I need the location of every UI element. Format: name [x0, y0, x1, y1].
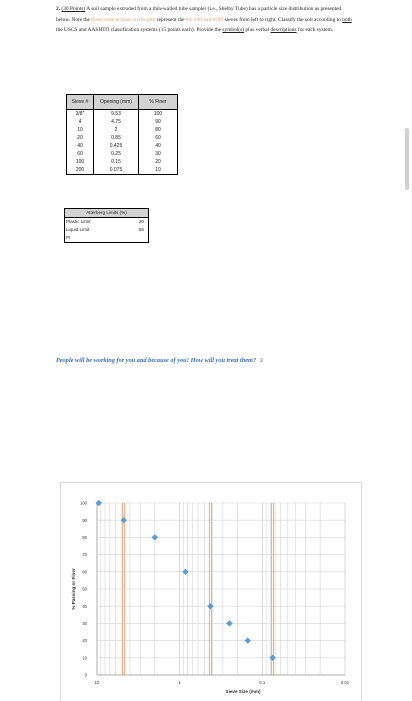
finer-cell: 40: [155, 143, 161, 149]
opening-cell: 0.25: [94, 150, 139, 158]
opening-cell: 0.85: [94, 134, 139, 142]
chart-svg: [61, 483, 361, 701]
x-tick-label: 0.01: [340, 680, 350, 685]
atterberg-value: 20: [138, 219, 144, 224]
opening-cell: 2: [94, 126, 139, 134]
finer-cell: 100: [153, 111, 163, 117]
scrollbar[interactable]: [405, 128, 409, 190]
finer-cell: 10: [155, 167, 161, 173]
header-opening: Opening (mm): [94, 95, 139, 110]
grain-size-chart: [60, 482, 362, 701]
x-tick-label: 1: [178, 680, 181, 685]
motto: [56, 357, 263, 364]
question-text: [56, 4, 356, 36]
y-tick-label: 30: [82, 621, 87, 626]
sieve-table-header: [67, 95, 178, 110]
question-part-5: the USCS and AASHTO classification systems (15 points each). Provide the: [56, 27, 223, 33]
atterberg-label: PI: [66, 235, 71, 240]
finer-cell: 20: [155, 159, 161, 165]
atterberg-row: [65, 218, 149, 227]
finer-cell: 30: [155, 151, 161, 157]
question-part-3: represent the: [155, 16, 186, 23]
symbols-word: symbol(s): [222, 27, 244, 33]
opening-cell: 0.075: [94, 166, 139, 175]
atterberg-table: [64, 208, 149, 243]
sieve-row: [67, 142, 178, 150]
y-tick-label: 90: [82, 517, 87, 523]
y-tick-label: 60: [82, 569, 87, 575]
y-tick-label: 0: [84, 672, 87, 678]
sieve-row: [67, 166, 178, 175]
sieve-table: [66, 94, 178, 175]
sieve-row: [67, 110, 178, 119]
question-part-2: on the plot: [131, 16, 156, 23]
highlight-sieves: #4, #40 and #200: [185, 16, 224, 23]
y-axis-label: % Passing or Finer: [71, 568, 76, 610]
atterberg-title: Atterberg Limits (%): [65, 209, 149, 218]
atterberg-value: 55: [138, 227, 144, 232]
y-tick-label: 100: [80, 500, 87, 506]
question-part-4: sieves from left to right. Classify the soil according to: [223, 16, 343, 23]
opening-cell: 9.53: [94, 110, 139, 119]
atterberg-row: [65, 234, 149, 243]
y-tick-label: 40: [82, 603, 87, 609]
sieve-number-cell: 4: [67, 118, 94, 126]
question-part-1: A soil sample extruded from a thin-walled tube sampler (i.e., Shelby Tube) has a particle size distribution as presented below. Note the: [56, 6, 342, 23]
sieve-row: [67, 158, 178, 166]
descriptions-word: descriptions: [270, 27, 297, 33]
opening-cell: 0.425: [94, 142, 139, 150]
y-tick-label: 80: [82, 535, 87, 540]
sieve-number-cell: 60: [67, 150, 94, 158]
question-part-7: for each system.: [296, 27, 334, 33]
header-sieve: Sieve #: [67, 95, 94, 110]
data-point: [152, 534, 158, 540]
x-axis-label: Sieve Size (mm): [225, 689, 261, 694]
sieve-row: [67, 134, 178, 142]
header-finer: % Finer: [139, 95, 178, 110]
sieve-number-cell: 20: [67, 134, 94, 142]
y-tick-label: 20: [82, 638, 87, 644]
atterberg-value: [121, 234, 149, 243]
sieve-row: [67, 118, 178, 126]
finer-cell: 60: [155, 135, 161, 141]
both-word: both: [342, 16, 352, 23]
motto-text: People will be working for you and because of you! How will you treat them?: [56, 357, 257, 364]
y-tick-label: 10: [82, 655, 87, 661]
opening-cell: 4.75: [94, 118, 139, 126]
sieve-number-cell: 100: [67, 158, 94, 166]
highlight-vertical-lines: three vertical lines: [91, 16, 132, 23]
atterberg-label: Liquid Limit: [66, 227, 90, 232]
finer-cell: 90: [155, 119, 161, 125]
sieve-number-cell: 200: [67, 166, 94, 175]
question-number: 2.: [56, 6, 61, 12]
data-point: [245, 637, 251, 643]
finer-cell: 80: [155, 127, 161, 133]
data-point: [121, 517, 127, 523]
sieve-row: [67, 150, 178, 158]
sieve-number-cell: 40: [67, 142, 94, 150]
motto-digit: 3: [260, 359, 263, 364]
atterberg-row: [65, 226, 149, 234]
opening-cell: 0.15: [94, 158, 139, 166]
x-tick-label: 10: [94, 680, 100, 685]
y-tick-label: 50: [82, 586, 87, 592]
sieve-number-cell: 10: [67, 126, 94, 134]
question-points: (30 Points): [61, 6, 86, 12]
question-part-6: plus verbal: [243, 27, 271, 33]
data-point: [226, 620, 232, 626]
y-tick-label: 70: [82, 552, 87, 558]
sieve-row: [67, 126, 178, 134]
x-tick-label: 0.1: [259, 680, 266, 685]
sieve-number-cell: 3/8": [67, 110, 94, 119]
atterberg-label: Plastic Limit: [66, 219, 91, 224]
